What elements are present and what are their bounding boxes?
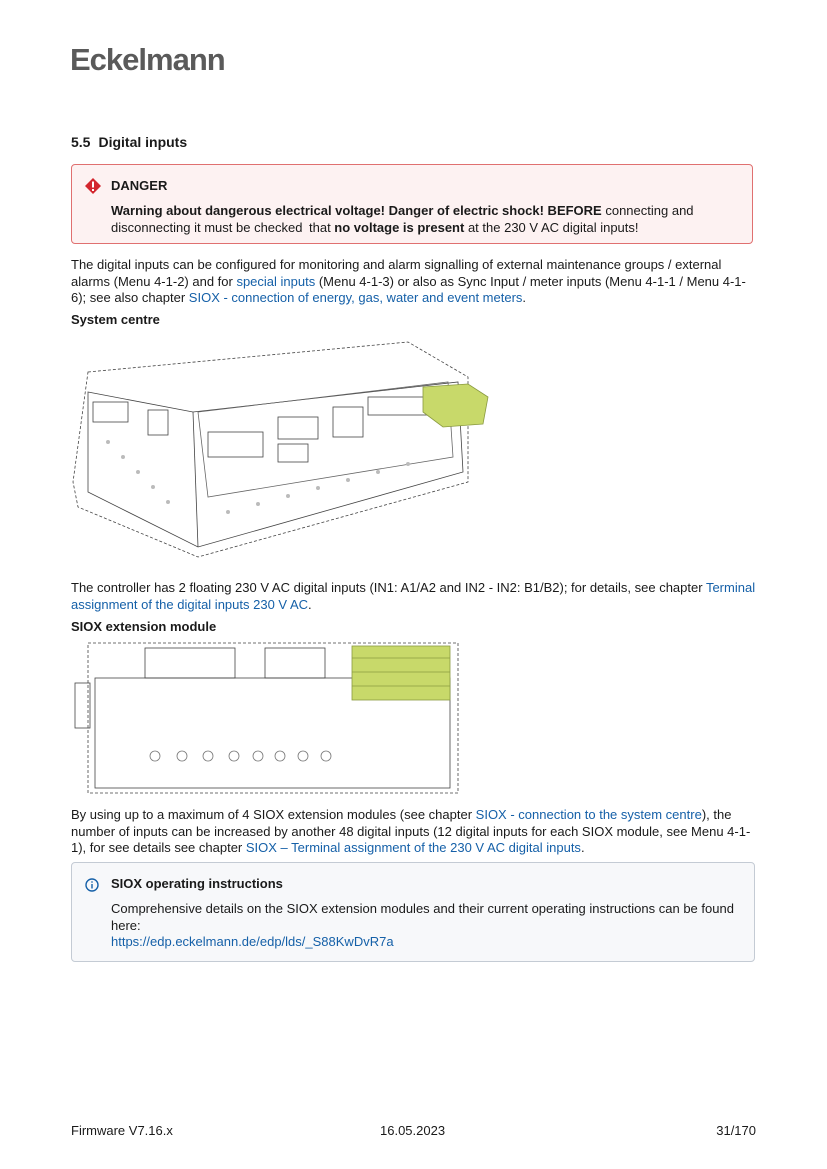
danger-bold-2: no voltage is present xyxy=(334,220,465,235)
eckelmann-logo: Eckelmann xyxy=(70,42,225,77)
danger-text-2: at the 230 V AC digital inputs! xyxy=(464,220,639,235)
intro-paragraph xyxy=(71,257,761,307)
danger-text-1: connecting and disconnecting it must be checked that xyxy=(111,203,694,235)
siox-terminal-link[interactable]: SIOX – Terminal assignment of the 230 V AC digital inputs xyxy=(245,840,581,855)
system-centre-heading: System centre xyxy=(71,312,160,327)
text: . xyxy=(522,290,527,305)
text: . xyxy=(580,840,585,855)
siox-meters-link[interactable]: SIOX - connection of energy, gas, water and event meters xyxy=(188,290,523,305)
terminal-assignment-link[interactable]: Terminal assignment of the digital inputs 230 V AC xyxy=(71,580,756,612)
danger-bold-1: Warning about dangerous electrical voltage! Danger of electric shock! BEFORE xyxy=(111,203,602,218)
info-circle-icon xyxy=(85,878,99,892)
text: Comprehensive details on the SIOX extension modules and their current operating instructions can be found here: xyxy=(111,901,734,933)
info-text xyxy=(111,901,741,951)
footer-firmware: Firmware V7.16.x xyxy=(71,1123,173,1138)
text: The digital inputs can be configured for monitoring and alarm signalling of external maintenance groups / external alarms (Menu 4-1-2) and for xyxy=(71,257,722,289)
siox-connection-link[interactable]: SIOX - connection to the system centre xyxy=(475,807,702,822)
siox-instructions-link[interactable]: https://edp.eckelmann.de/edp/lds/_S88KwDvR7a xyxy=(111,934,394,949)
footer-date: 16.05.2023 xyxy=(380,1123,446,1138)
controller-paragraph xyxy=(71,580,761,613)
text: By using up to a maximum of 4 SIOX extension modules (see chapter xyxy=(71,807,476,822)
siox-module-heading: SIOX extension module xyxy=(71,619,217,634)
text: (Menu 4-1-3) or also as Sync Input / meter inputs (Menu 4-1-1 / Menu 4-1-6); see also chapter xyxy=(71,273,746,305)
system-centre-illustration xyxy=(68,332,498,572)
text: The controller has 2 floating 230 V AC digital inputs (IN1: A1/A2 and IN2 - IN2: B1/B2); for details, see chapter xyxy=(71,580,706,595)
siox-module-illustration xyxy=(70,638,465,798)
siox-paragraph xyxy=(71,807,761,857)
danger-callout xyxy=(71,164,753,244)
warning-diamond-icon xyxy=(85,178,101,194)
danger-title: DANGER xyxy=(111,178,168,193)
special-inputs-link[interactable]: special inputs xyxy=(236,273,316,289)
text: ), the number of inputs can be increased by another 48 digital inputs (12 digital inputs for each SIOX module, see Menu 4-1-1), for see details see chapter xyxy=(71,807,751,855)
info-title: SIOX operating instructions xyxy=(111,876,283,891)
text: . xyxy=(308,596,312,612)
info-callout xyxy=(71,862,755,962)
section-heading xyxy=(71,134,187,150)
section-title: Digital inputs xyxy=(98,134,188,150)
section-number: 5.5 xyxy=(71,134,91,150)
footer-page-number: 31/170 xyxy=(716,1123,756,1138)
danger-text xyxy=(111,202,741,236)
